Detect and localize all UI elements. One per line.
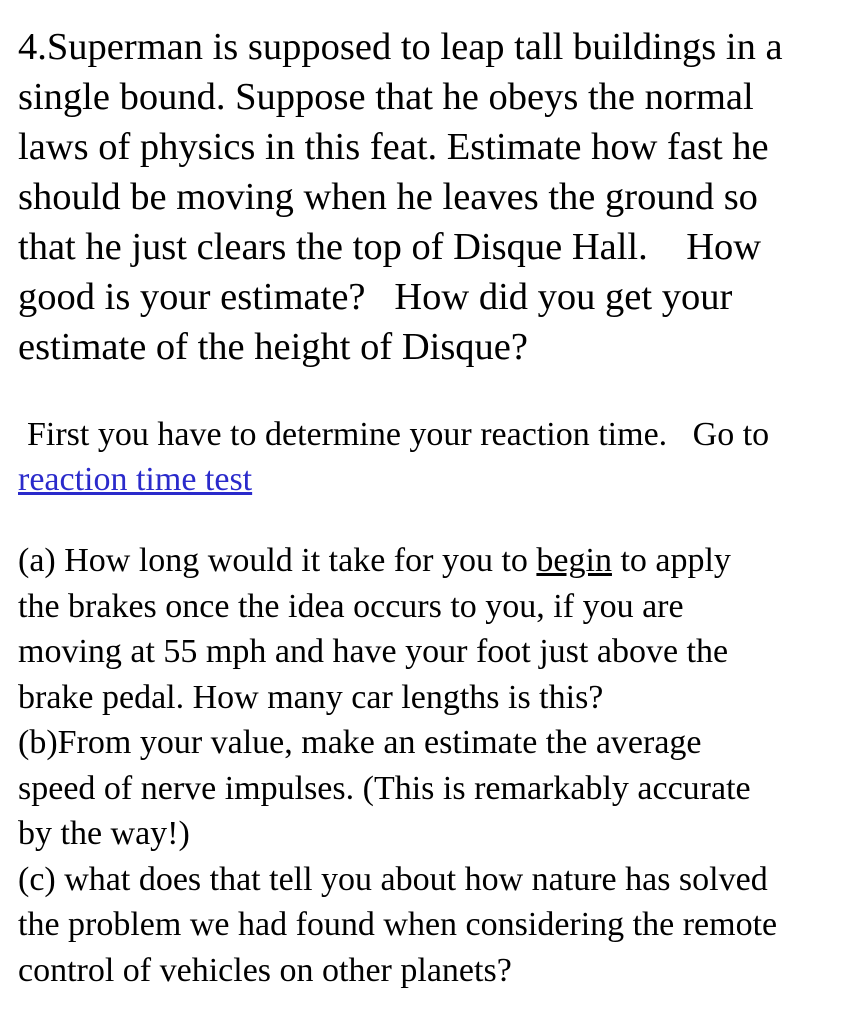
part-line: speed of nerve impulses. (This is remarkably accurate — [18, 769, 751, 807]
part-a-text-end: to apply — [611, 542, 731, 579]
part-line: the problem we had found when considering the remote — [18, 906, 778, 943]
question-parts — [18, 538, 843, 993]
reaction-time-intro — [18, 412, 838, 502]
question-line: single bound. Suppose that he obeys the normal — [18, 76, 754, 118]
question-line: good is your estimate? How did you get your — [18, 276, 733, 318]
part-line: the brakes once the idea occurs to you, if you are — [18, 587, 684, 625]
question-line: estimate of the height of Disque? — [18, 326, 528, 368]
question-4-text — [18, 22, 838, 372]
part-line: brake pedal. How many car lengths is this? — [18, 678, 604, 716]
part-line: by the way!) — [18, 815, 190, 852]
part-line: control of vehicles on other planets? — [18, 951, 512, 989]
part-a-first-line — [18, 538, 843, 584]
question-line: that he just clears the top of Disque Hall. How — [18, 226, 762, 268]
question-line: should be moving when he leaves the ground so — [18, 176, 758, 218]
intro-text: First you have to determine your reaction time. Go to — [27, 416, 770, 453]
question-line: 4.Superman is supposed to leap tall buildings in a — [18, 26, 783, 68]
part-a-text-start: (a) How long would it take for you to — [18, 542, 537, 579]
part-c-line: (c) what does that tell you about how nature has solved — [18, 860, 768, 898]
begin-underlined-word: begin — [536, 542, 612, 579]
part-line: moving at 55 mph and have your foot just above the — [18, 633, 729, 670]
part-b-line: (b)From your value, make an estimate the average — [18, 724, 702, 761]
reaction-time-test-link[interactable]: reaction time test — [18, 461, 253, 498]
question-line: laws of physics in this feat. Estimate how fast he — [18, 126, 769, 168]
